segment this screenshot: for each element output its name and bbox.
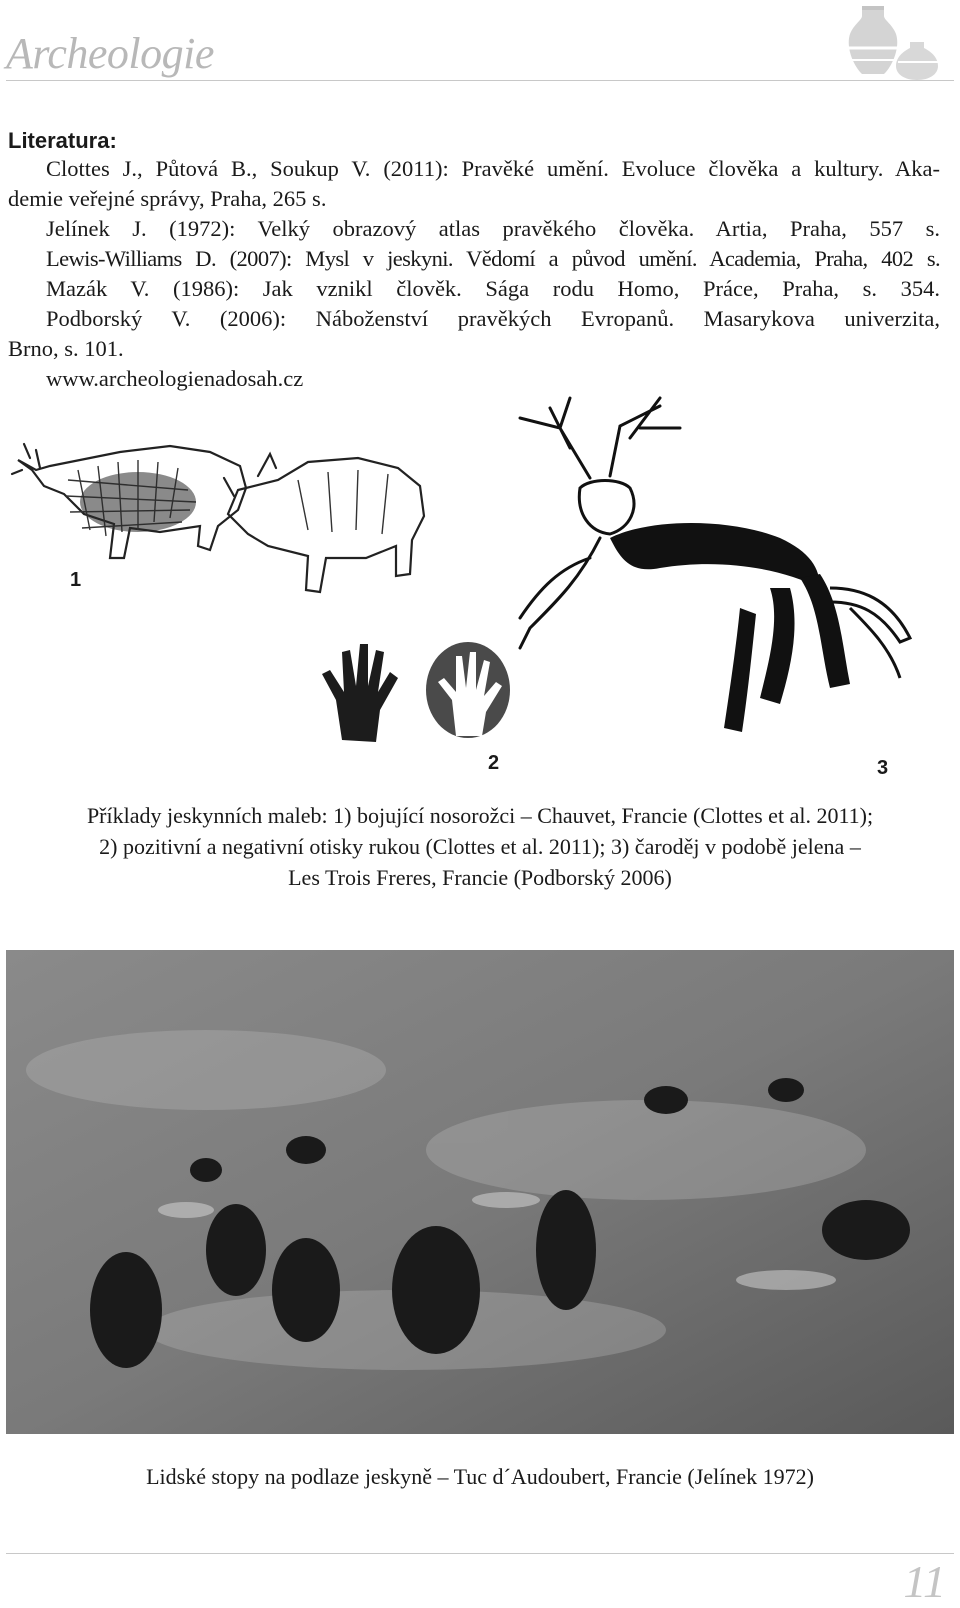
page-header-title: Archeologie — [6, 29, 214, 78]
figure-caption-line: Příklady jeskynních maleb: 1) bojující nosorožci – Chauvet, Francie (Clottes et al. 2011); — [86, 803, 874, 828]
reference-item: Lewis-Williams D. (2007): Mysl v jeskyni. Vědomí a původ umění. Academia, Praha, 402 s. — [46, 246, 940, 271]
reference-continuation: demie veřejné správy, Praha, 265 s. — [8, 186, 327, 211]
fighting-rhinos-drawing — [8, 440, 448, 620]
sorcerer-stag-drawing — [500, 388, 920, 768]
reference-item: Mazák V. (1986): Jak vznikl člověk. Sága rodu Homo, Práce, Praha, s. 354. — [46, 276, 940, 301]
figure-caption-line: Les Trois Freres, Francie (Podborský 2006) — [288, 865, 672, 890]
page-number: 11 — [903, 1556, 946, 1607]
footprints-photo — [6, 950, 954, 1434]
reference-item: Jelínek J. (1972): Velký obrazový atlas pravěkého člověka. Artia, Praha, 557 s. — [46, 216, 940, 241]
reference-link[interactable]: www.archeologienadosah.cz — [46, 366, 304, 391]
reference-item: Podborský V. (2006): Náboženství pravěkých Evropanů. Masarykova univerzita, — [46, 306, 940, 331]
reference-continuation: Brno, s. 101. — [8, 336, 124, 361]
figure-label-1: 1 — [70, 569, 82, 591]
photo-caption: Lidské stopy na podlaze jeskyně – Tuc d´Audoubert, Francie (Jelínek 1972) — [146, 1464, 814, 1489]
hand-prints-drawing — [318, 640, 518, 748]
figure-label-2: 2 — [488, 752, 500, 774]
figure-label-3: 3 — [877, 757, 889, 779]
literature-heading: Literatura: — [8, 128, 117, 153]
header-divider — [6, 80, 954, 81]
footer-divider — [6, 1553, 954, 1554]
reference-item: Clottes J., Půtová B., Soukup V. (2011): Pravěké umění. Evoluce člověka a kultury. Aka- — [46, 156, 940, 181]
pottery-vessels-icon — [832, 2, 954, 82]
figure-caption-line: 2) pozitivní a negativní otisky rukou (Clottes et al. 2011); 3) čaroděj v podobě jelena – — [99, 834, 861, 859]
